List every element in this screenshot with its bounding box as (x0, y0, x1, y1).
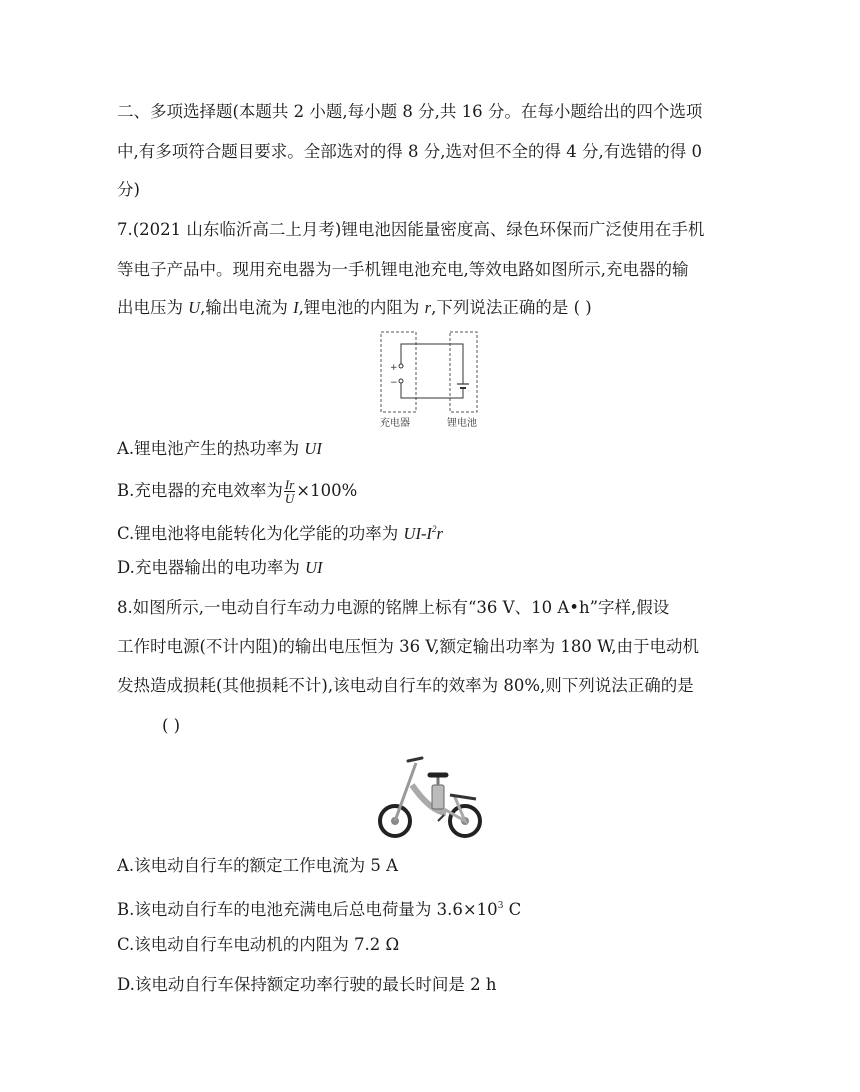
option-a-expr: UI (304, 439, 322, 458)
fraction (284, 478, 295, 505)
fraction-denominator: U (284, 491, 295, 506)
circuit-diagram (376, 328, 486, 432)
q7-option-c (117, 518, 443, 545)
minus-sign: − (390, 378, 398, 388)
q7-option-d (117, 557, 323, 579)
q7-stem-line-3 (117, 297, 592, 319)
q8-stem-line-3: 发热造成损耗(其他损耗不计),该电动自行车的效率为 80%,则下列说法正确的是 (117, 676, 694, 695)
fraction-numerator: Ir (284, 477, 295, 492)
option-c-expr-tail: r (436, 524, 443, 543)
q7-stem-text: ,输出电流为 (200, 298, 294, 317)
superscript: 3 (497, 901, 504, 911)
option-d-text: D.充电器输出的电功率为 (117, 558, 306, 577)
positive-terminal (399, 364, 403, 368)
q8-option-c: C.该电动自行车电动机的内阻为 7.2 Ω (117, 935, 400, 954)
option-b-text: B.充电器的充电效率为 (117, 481, 283, 500)
section-heading-line-2: 中,有多项符合题目要求。全部选对的得 8 分,选对但不全的得 4 分,有选错的得 0 (117, 142, 702, 161)
section-heading-line-1: 二、多项选择题(本题共 2 小题,每小题 8 分,共 16 分。在每小题给出的四个选项 (117, 102, 703, 121)
option-b-tail: ×100% (296, 481, 358, 500)
wire-bottom (401, 383, 463, 398)
q7-stem-line-2: 等电子产品中。现用充电器为一手机锂电池充电,等效电路如图所示,充电器的输 (117, 260, 689, 279)
handlebar (408, 758, 422, 761)
symbol-i: I (293, 298, 299, 317)
q7-option-a (117, 438, 322, 460)
label-charger: 充电器 (380, 418, 410, 429)
q7-stem-text: ,下列说法正确的是 ( ) (431, 298, 592, 317)
q8-stem-line-1: 8.如图所示,一电动自行车动力电源的铭牌上标有“36 V、10 A•h”字样,假设 (117, 598, 670, 617)
q8-option-a: A.该电动自行车的额定工作电流为 5 A (117, 856, 399, 875)
wire-top (401, 344, 463, 384)
q8-option-d: D.该电动自行车保持额定功率行驶的最长时间是 2 h (117, 975, 497, 994)
superscript: 2 (431, 524, 437, 534)
q8-answer-bracket: ( ) (162, 716, 181, 735)
q8-stem-line-2: 工作时电源(不计内阻)的输出电压恒为 36 V,额定输出功率为 180 W,由于电动机 (117, 637, 699, 656)
label-battery: 锂电池 (447, 418, 477, 429)
q7-option-b (117, 478, 357, 505)
option-b-unit: C (503, 900, 522, 919)
electric-bicycle-image (378, 755, 484, 841)
option-b-text: B.该电动自行车的电池充满电后总电荷量为 3.6×10 (117, 900, 498, 919)
option-c-text: C.锂电池将电能转化为化学能的功率为 (117, 524, 404, 543)
option-c-expr: UI-I (403, 524, 432, 543)
option-a-text: A.锂电池产生的热功率为 (117, 439, 305, 458)
q8-option-b (117, 895, 521, 921)
q7-stem-line-1: 7.(2021 山东临沂高二上月考)锂电池因能量密度高、绿色环保而广泛使用在手机 (117, 220, 705, 239)
pedal-crank (438, 815, 444, 821)
q7-stem-text: 出电压为 (117, 298, 189, 317)
option-d-expr: UI (305, 558, 323, 577)
section-heading-line-3: 分) (117, 180, 140, 199)
battery-pack (432, 785, 444, 809)
symbol-r: r (424, 298, 432, 317)
symbol-u: U (188, 298, 201, 317)
negative-terminal (399, 379, 403, 383)
plus-sign: + (390, 363, 398, 373)
q7-stem-text: ,锂电池的内阻为 (298, 298, 425, 317)
